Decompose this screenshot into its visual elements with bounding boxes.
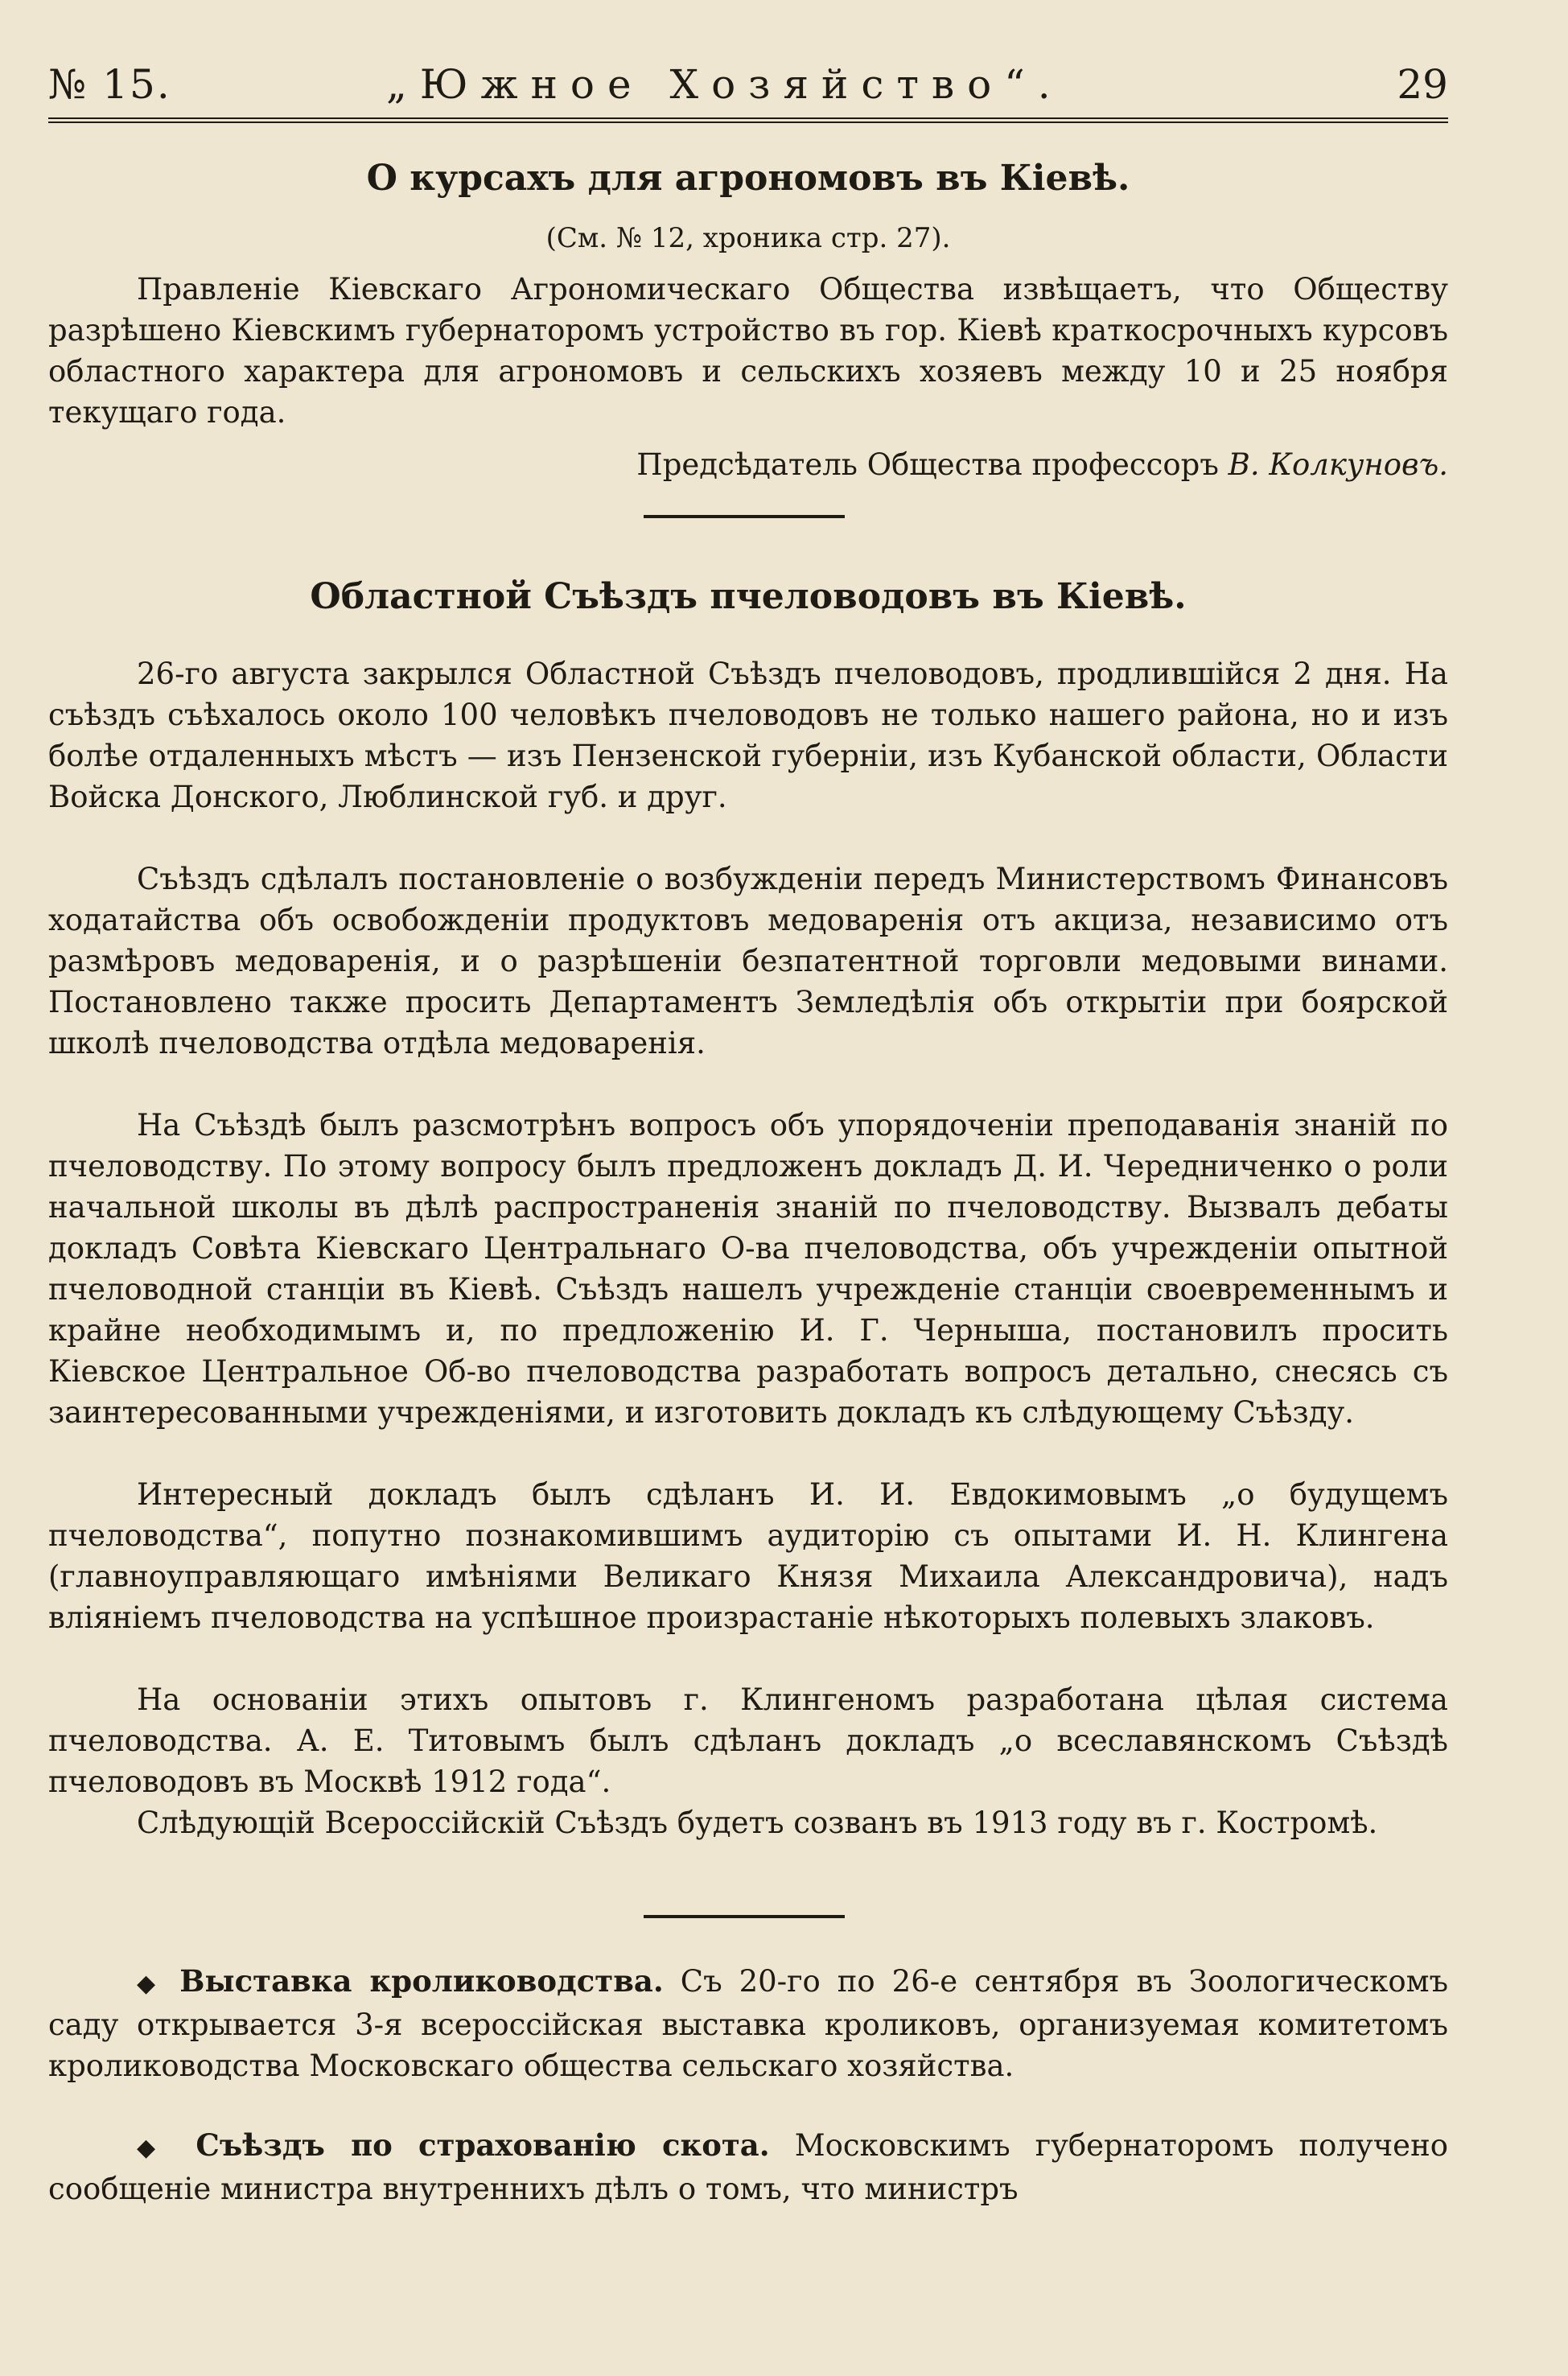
paragraph: 26-го августа закрылся Областной Съѣздъ пчеловодовъ, продлившійся 2 дня. На съѣздъ съѣхалось около 100 человѣкъ пчеловодовъ не только нашего района, но и изъ болѣе отдаленныхъ мѣстъ — изъ Пензенской губерніи, изъ Кубанской области, Области Войска Донского, Люблинской губ. и друг. (48, 657, 1448, 814)
paragraph: Интересный докладъ былъ сдѣланъ И. И. Евдокимовымъ „о будущемъ пчеловодства“, попутно познакомившимъ аудиторію съ опытами И. Н. Клингена (главноуправляющаго имѣніями Великаго Князя Михаила Александровича), надъ вліяніемъ пчеловодства на успѣшное произрастаніе нѣкоторыхъ полевыхъ злаковъ. (48, 1477, 1448, 1635)
article-reference: (См. № 12, хроника стр. 27). (545, 222, 951, 254)
paragraph: На основаніи этихъ опытовъ г. Клингеномъ разработана цѣлая система пчеловодства. А. Е. Титовымъ былъ сдѣланъ докладъ „о всеславянскомъ Съѣздѣ пчеловодовъ въ Москвѣ 1912 года“. (48, 1682, 1448, 1799)
signature-name: В. Колкуновъ. (1228, 447, 1448, 482)
news-text: Съ 20-го по 26-е сентября въ Зоологическомъ саду открывается 3-я всероссійская выставка кроликовъ, организуемая комитетомъ кролиководства Московскаго общества сельскаго хозяйства. (48, 1964, 1449, 2083)
article-title-courses: О курсахъ для агрономовъ въ Кіевѣ. (366, 158, 1130, 199)
news-item (48, 1961, 1448, 2086)
diamond-bullet-icon: ◆ (137, 2134, 171, 2162)
paragraph: Слѣдующій Всероссійскій Съѣздъ будетъ созванъ въ 1913 году въ г. Костромѣ. (137, 1806, 1378, 1840)
news-item (48, 2125, 1448, 2209)
section-divider (644, 1915, 845, 1918)
news-headline: Выставка кролиководства. (179, 1963, 664, 1999)
paragraph: На Съѣздѣ былъ разсмотрѣнъ вопросъ объ упорядоченіи преподаванія знаній по пчеловодству. По этому вопросу былъ предложенъ докладъ Д. И. Чередниченко о роли начальной школы въ дѣлѣ распространенія знаній по пчеловодству. Вызвалъ дебаты докладъ Совѣта Кіевскаго Центральнаго О-ва пчеловодства, объ учрежденіи опытной пчеловодной станціи въ Кіевѣ. Съѣздъ нашелъ учрежденіе станціи своевременнымъ и крайне необходимымъ и, по предложенію И. Г. Черныша, постановилъ просить Кіевское Центральное Об-во пчеловодства разработать вопросъ детально, снесясь съ заинтересованными учрежденіями, и изготовить докладъ къ слѣдующему Съѣзду. (48, 1108, 1448, 1430)
signature-role: Предсѣдатель Общества профессоръ (636, 447, 1219, 482)
article-title-beekeepers: Областной Съѣздъ пчеловодовъ въ Кіевѣ. (310, 576, 1187, 617)
header-rule (48, 117, 1448, 123)
diamond-bullet-icon: ◆ (137, 1970, 163, 1998)
article-body-courses: Правленіе Кіевскаго Агрономическаго Общества извѣщаетъ, что Обществу разрѣшено Кіевскимъ губернаторомъ устройство въ гор. Кіевѣ краткосрочныхъ курсовъ областного характера для агрономовъ и сельскихъ хозяевъ между 10 и 25 ноября текущаго года. (48, 272, 1448, 430)
news-headline: Съѣздъ по страхованію скота. (195, 2127, 770, 2163)
signature (48, 444, 1448, 485)
running-header (48, 56, 1448, 113)
section-divider (644, 515, 845, 518)
issue-number: № 15. (48, 61, 171, 108)
journal-title: „Южное Хозяйство“. (386, 61, 1064, 108)
page-number: 29 (1397, 61, 1448, 108)
news-text: Московскимъ губернаторомъ получено сообщеніе министра внутреннихъ дѣлъ о томъ, что министръ (48, 2128, 1449, 2206)
paragraph: Съѣздъ сдѣлалъ постановленіе о возбужденіи передъ Министерствомъ Финансовъ ходатайства объ освобожденіи продуктовъ медоваренія отъ акциза, независимо отъ размѣровъ медоваренія, и о разрѣшеніи безпатентной торговли медовыми винами. Постановлено также просить Департаментъ Земледѣлія объ открытіи при боярской школѣ пчеловодства отдѣла медоваренія. (48, 862, 1448, 1060)
